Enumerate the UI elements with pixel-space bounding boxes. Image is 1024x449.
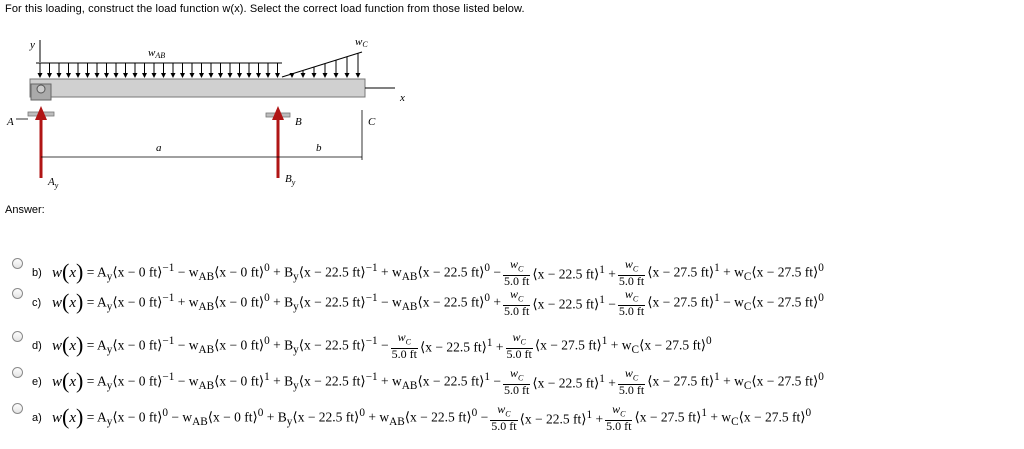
load-function-equation: w ( x ) = $A_y⟨x - 0$ ft⟩$^{-1}$ + $w_{AB}⟨x - 0$ ft⟩$^0$ + $B_y⟨x - 22.5$ ft⟩$^{-1}$ − $w_{AB}⟨x - 22.5$ ft⟩$^0$ + $\frac{w_C}{5.0 ft}$ ⟨x − 22.5 ft⟩$^1$ − $\frac{w_C}{5.0 ft}$ ⟨x − 27.5 ft⟩$^1$ − $w_C⟨x - 27.5$ ft⟩$^0$ [52,287,824,318]
option-letter: a) [32,412,42,424]
radio-button[interactable] [12,331,23,342]
eq-seg3: ⟨x − 27.5 ft⟩$^1$ + $w_C⟨x - 27.5$ ft⟩$^0$ [647,371,824,393]
eq-seg2: ⟨x − 22.5 ft⟩$^1$ + [532,263,616,282]
answer-option[interactable] [8,367,1018,397]
option-letter: c) [32,297,42,309]
fraction: $\frac{w_C}{5.0 ft}$ [503,257,530,288]
eq-seg2: ⟨x − 22.5 ft⟩$^1$ + [420,336,504,355]
eq-seg1: = $A_y⟨x - 0$ ft⟩$^{-1}$ − $w_{AB}⟨x - 0$ ft⟩$^0$ + $B_y⟨x - 22.5$ ft⟩$^{-1}$ − [83,335,389,357]
fraction: $\frac{w_C}{5.0 ft}$ [391,330,418,361]
eq-seg1: = $A_y⟨x - 0$ ft⟩$^{-1}$ − $w_{AB}⟨x - 0$ ft⟩$^1$ + $B_y⟨x - 22.5$ ft⟩$^{-1}$ + $w_{AB}⟨x - 22.5$ ft⟩$^1$ − [83,371,501,393]
ramp-load-arrows [290,53,361,78]
eq-seg3: ⟨x − 27.5 ft⟩$^1$ − $w_C⟨x - 27.5$ ft⟩$^0$ [647,292,824,314]
option-letter: d) [32,340,42,352]
load-function-equation: w ( x ) = $A_y⟨x - 0$ ft⟩$^0$ − $w_{AB}⟨x - 0$ ft⟩$^0$ + $B_y⟨x - 22.5$ ft⟩$^0$ + $w_{AB}⟨x - 22.5$ ft⟩$^0$ − $\frac{w_C}{5.0 ft}$ ⟨x − 22.5 ft⟩$^1$ + $\frac{w_C}{5.0 ft}$ ⟨x − 27.5 ft⟩$^1$ + $w_C⟨x - 27.5$ ft⟩$^0$ [52,402,812,433]
radio-button[interactable] [12,288,23,299]
fraction: $\frac{w_C}{5.0 ft}$ [491,402,517,433]
answer-label: Answer: [5,204,45,216]
eq-seg3: ⟨x − 27.5 ft⟩$^1$ + $w_C⟨x - 27.5$ ft⟩$^0$ [647,262,824,284]
radio-button[interactable] [12,367,23,378]
y-axis-label: y [30,39,35,51]
radio-button[interactable] [12,403,23,414]
option-letter: b) [32,267,42,279]
dimension-b-label: b [316,142,322,154]
load-function-equation: w ( x ) = $A_y⟨x - 0$ ft⟩$^{-1}$ − $w_{AB}⟨x - 0$ ft⟩$^0$ + $B_y⟨x - 22.5$ ft⟩$^{-1}$ + $w_{AB}⟨x - 22.5$ ft⟩$^0$ − $\frac{w_C}{5.0 ft}$ ⟨x − 22.5 ft⟩$^1$ + $\frac{w_C}{5.0 ft}$ ⟨x − 27.5 ft⟩$^1$ + $w_C⟨x - 27.5$ ft⟩$^0$ [52,257,824,288]
load-function-equation: w ( x ) = $A_y⟨x - 0$ ft⟩$^{-1}$ − $w_{AB}⟨x - 0$ ft⟩$^1$ + $B_y⟨x - 22.5$ ft⟩$^{-1}$ + $w_{AB}⟨x - 22.5$ ft⟩$^1$ − $\frac{w_C}{5.0 ft}$ ⟨x − 22.5 ft⟩$^1$ + $\frac{w_C}{5.0 ft}$ ⟨x − 27.5 ft⟩$^1$ + $w_C⟨x - 27.5$ ft⟩$^0$ [52,366,824,397]
eq-seg3: ⟨x − 27.5 ft⟩$^1$ + $w_C⟨x - 27.5$ ft⟩$^0$ [634,407,812,429]
radio-button[interactable] [12,258,23,269]
answer-option[interactable] [8,403,1018,433]
point-b-label: B [295,116,302,128]
fraction: $\frac{w_C}{5.0 ft}$ [618,366,645,397]
eq-seg3: ⟨x − 27.5 ft⟩$^1$ + $w_C⟨x - 27.5$ ft⟩$^0$ [534,335,712,357]
eq-seg2: ⟨x − 22.5 ft⟩$^1$ + [519,408,604,427]
fraction: $\frac{w_C}{5.0 ft}$ [506,330,532,361]
answer-option[interactable] [8,331,1018,361]
x-axis-label: x [400,92,405,104]
dimension-a-label: a [156,142,162,154]
point-a-label: A [7,116,14,128]
eq-seg2: ⟨x − 22.5 ft⟩$^1$ − [532,293,616,312]
fraction: $\frac{w_C}{5.0 ft}$ [618,287,645,318]
reaction-by-label: $B_y$ [285,173,296,187]
uniform-load-arrows [38,63,281,78]
eq-seg1: = $A_y⟨x - 0$ ft⟩$^0$ − $w_{AB}⟨x - 0$ ft⟩$^0$ + $B_y⟨x - 22.5$ ft⟩$^0$ + $w_{AB}⟨x - 22.5$ ft⟩$^0$ − [83,407,489,429]
wc-label: wC [355,36,368,49]
beam-diagram [0,30,410,190]
fraction: $\frac{w_C}{5.0 ft}$ [503,287,530,318]
fraction: $\frac{w_C}{5.0 ft}$ [503,366,530,397]
beam [30,79,365,97]
fraction: $\frac{w_C}{5.0 ft}$ [618,257,645,288]
load-function-equation: w ( x ) = $A_y⟨x - 0$ ft⟩$^{-1}$ − $w_{AB}⟨x - 0$ ft⟩$^0$ + $B_y⟨x - 22.5$ ft⟩$^{-1}$ − $\frac{w_C}{5.0 ft}$ ⟨x − 22.5 ft⟩$^1$ + $\frac{w_C}{5.0 ft}$ ⟨x − 27.5 ft⟩$^1$ + $w_C⟨x - 27.5$ ft⟩$^0$ [52,330,712,361]
fraction: $\frac{w_C}{5.0 ft}$ [606,402,632,433]
eq-seg2: ⟨x − 22.5 ft⟩$^1$ + [532,372,616,391]
eq-seg1: = $A_y⟨x - 0$ ft⟩$^{-1}$ + $w_{AB}⟨x - 0$ ft⟩$^0$ + $B_y⟨x - 22.5$ ft⟩$^{-1}$ − $w_{AB}⟨x - 22.5$ ft⟩$^0$ + [83,292,501,314]
option-letter: e) [32,376,42,388]
wab-label: wAB [148,47,166,60]
question-text: For this loading, construct the load function w(x). Select the correct load function from those listed below. [5,3,525,15]
answer-option[interactable] [8,288,1018,318]
answer-option[interactable] [8,258,1018,288]
reaction-ay-label: $A_y$ [48,176,59,190]
eq-seg1: = $A_y⟨x - 0$ ft⟩$^{-1}$ − $w_{AB}⟨x - 0$ ft⟩$^0$ + $B_y⟨x - 22.5$ ft⟩$^{-1}$ + $w_{AB}⟨x - 22.5$ ft⟩$^0$ − [83,262,501,284]
point-c-label: C [368,116,376,128]
